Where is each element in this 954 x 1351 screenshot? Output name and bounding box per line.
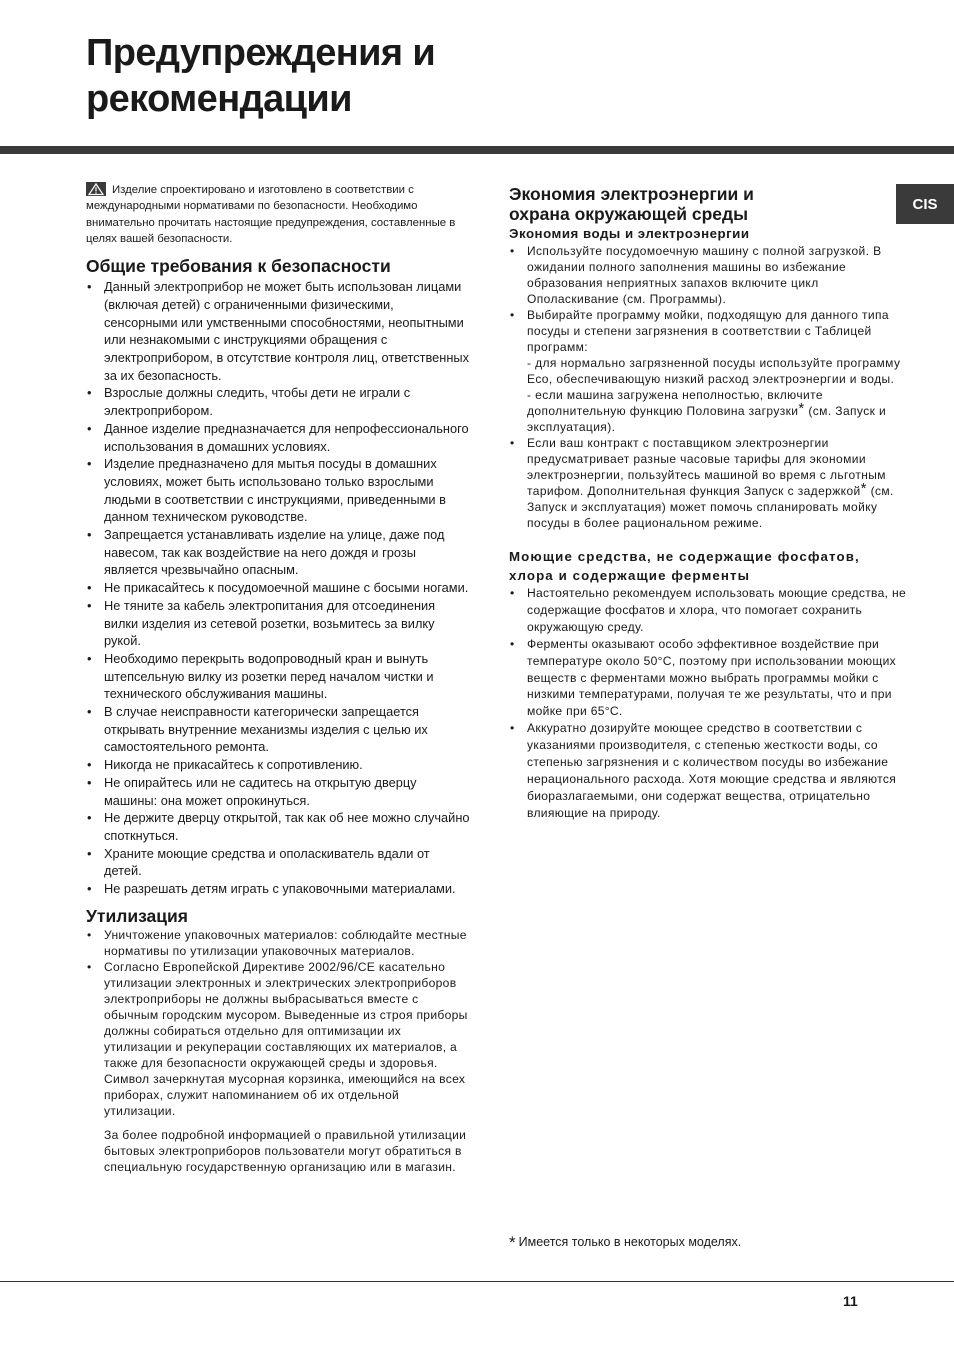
general-safety-list bbox=[86, 278, 470, 898]
list-item: • Аккуратно дозируйте моющее средство в соответствии с указаниями производителя, с степенью жесткости воды, со степенью загрязнения и с количеством посуды во избежание нерационального расхода. Хотя моющие средства и являются биоразлагаемыми, они содержат вещества, отрицательно влияющие на природу. bbox=[509, 720, 909, 821]
page-number: 11 bbox=[843, 1293, 858, 1309]
economy-heading-line-2: охрана окружающей среды bbox=[509, 204, 749, 224]
general-safety-heading: Общие требования к безопасности bbox=[86, 256, 391, 277]
list-item: • Не опирайтесь или не садитесь на открытую дверцу машины: она может опрокинуться. bbox=[86, 774, 470, 809]
list-item bbox=[509, 435, 909, 531]
list-item: • Используйте посудомоечную машину с полной загрузкой. В ожидании полного заполнения машины во избежание образования неприятных запахов включите цикл Ополаскивание (см. Программы). bbox=[509, 243, 909, 307]
footnote bbox=[509, 1234, 741, 1251]
disposal-extra-paragraph: За более подробной информацией о правильной утилизации бытовых электроприборов пользователи могут обратиться в специальную государственную организацию или в магазин. bbox=[104, 1127, 467, 1174]
footnote-star: * bbox=[509, 1233, 516, 1252]
list-item: • Никогда не прикасайтесь к сопротивлению. bbox=[86, 756, 470, 774]
economy-list bbox=[509, 243, 909, 531]
list-item: • Уничтожение упаковочных материалов: соблюдайте местные нормативы по утилизации упаковочных материалов. bbox=[86, 927, 470, 959]
list-item: • Необходимо перекрыть водопроводный кран и вынуть штепсельную вилку из розетки перед началом чистки и технического обслуживания машины. bbox=[86, 650, 470, 703]
list-item-text: Если ваш контракт с поставщиком электроэнергии предусматривает разные часовые тарифы для экономии электроэнергии, пользуйтесь машиной во время с льготным тарифом. Дополнительная функция Запуск с задержкой bbox=[527, 436, 886, 498]
list-item-subpoint bbox=[527, 387, 909, 435]
subpoint-text: - если машина загружена неполностью, включите дополнительную функцию Половина загрузки bbox=[527, 388, 823, 418]
list-item: • В случае неисправности категорически запрещается открывать внутренние механизмы изделия с целью их самостоятельного ремонта. bbox=[86, 703, 470, 756]
page-title-line-1: Предупреждения и bbox=[86, 32, 436, 74]
detergents-heading: Моющие средства, не содержащие фосфатов, хлора и содержащие ферменты bbox=[509, 549, 860, 583]
footnote-marker: * bbox=[860, 480, 867, 497]
list-item: • Храните моющие средства и ополаскиватель вдали от детей. bbox=[86, 845, 470, 880]
list-item: • Ферменты оказывают особо эффективное воздействие при температуре около 50°C, поэтому при использовании моющих веществ с ферментами можно выбрать программы мойки с низкими температурами, получая те же результаты, что и при мойке при 65°C. bbox=[509, 636, 909, 721]
language-tab: CIS bbox=[896, 184, 954, 224]
intro-paragraph bbox=[86, 182, 470, 247]
list-item: • Запрещается устанавливать изделие на улице, даже под навесом, так как воздействие на него дождя и грозы является чрезвычайно опасным. bbox=[86, 526, 470, 579]
subpoint-text: (см. Запуск и эксплуатация). bbox=[527, 404, 887, 434]
list-item: • Не разрешать детям играть с упаковочными материалами. bbox=[86, 880, 470, 898]
list-item: • Данное изделие предназначается для непрофессионального использования в домашних условиях. bbox=[86, 420, 470, 455]
detergents-list bbox=[509, 585, 909, 822]
list-item: • Согласно Европейской Директиве 2002/96/CE касательно утилизации электронных и электрических электроприборов электроприборы не должны выбрасываться вместе с обычным городским мусором. Выведенные из строя приборы должны собираться отдельно для оптимизации их утилизации и рекуперации составляющих их материалов, а также для безопасности окружающей среды и здоровья. Символ зачеркнутая мусорная корзинка, имеющийся на всех приборах, служит напоминанием об их отдельной утилизации. bbox=[86, 959, 470, 1119]
footnote-marker: * bbox=[798, 400, 805, 417]
list-item: • Не прикасайтесь к посудомоечной машине с босыми ногами. bbox=[86, 579, 470, 597]
list-item: • Данный электроприбор не может быть использован лицами (включая детей) с ограниченными физическими, сенсорными или умственными способностями, неопытными или незнакомыми с инструкциями обращения с электроприбором, в отсутствие контроля лиц, ответственных за их безопасность. bbox=[86, 278, 470, 384]
economy-heading bbox=[509, 184, 909, 224]
list-item: • Изделие предназначено для мытья посуды в домашних условиях, может быть использовано только взрослыми людьми в соответствии с инструкциями, приведенными в данном техническом руководстве. bbox=[86, 455, 470, 526]
page-title bbox=[86, 30, 435, 122]
list-item: • Не тяните за кабель электропитания для отсоединения вилки изделия из сетевой розетки, возьмитесь за вилку рукой. bbox=[86, 597, 470, 650]
footnote-text: Имеется только в некоторых моделях. bbox=[518, 1235, 742, 1249]
economy-subheading: Экономия воды и электроэнергии bbox=[509, 226, 750, 241]
title-divider bbox=[0, 146, 954, 154]
page-title-line-2: рекомендации bbox=[86, 78, 352, 120]
list-item: • Взрослые должны следить, чтобы дети не играли с электроприбором. bbox=[86, 384, 470, 419]
disposal-list bbox=[86, 927, 470, 1119]
list-item-text: Выбирайте программу мойки, подходящую для данного типа посуды и степени загрязнения в соответствии с Таблицей программ: bbox=[527, 308, 889, 354]
bottom-divider bbox=[0, 1281, 954, 1282]
list-item: • Настоятельно рекомендуем использовать моющие средства, не содержащие фосфатов и хлора, что помогает сохранить окружающую среду. bbox=[509, 585, 909, 636]
list-item: • Не держите дверцу открытой, так как об нее можно случайно споткнуться. bbox=[86, 809, 470, 844]
list-item-text: (см. Запуск и эксплуатация) может помочь спланировать мойку посуды в более рациональном режиме. bbox=[527, 484, 894, 530]
warning-triangle-icon bbox=[86, 182, 106, 196]
disposal-heading: Утилизация bbox=[86, 905, 189, 926]
list-item bbox=[509, 307, 909, 435]
intro-text: Изделие спроектировано и изготовлено в соответствии с международными нормативами по безопасности. Необходимо внимательно прочитать настоящие предупреждения, составленные в целях вашей безопасности. bbox=[86, 184, 456, 245]
economy-heading-line-1: Экономия электроэнергии и bbox=[509, 184, 754, 204]
right-column bbox=[509, 184, 909, 822]
left-column bbox=[86, 182, 470, 1175]
list-item-subpoint: - для нормально загрязненной посуды используйте программу Eco, обеспечивающую низкий расход электроэнергии и воды. bbox=[527, 356, 901, 386]
